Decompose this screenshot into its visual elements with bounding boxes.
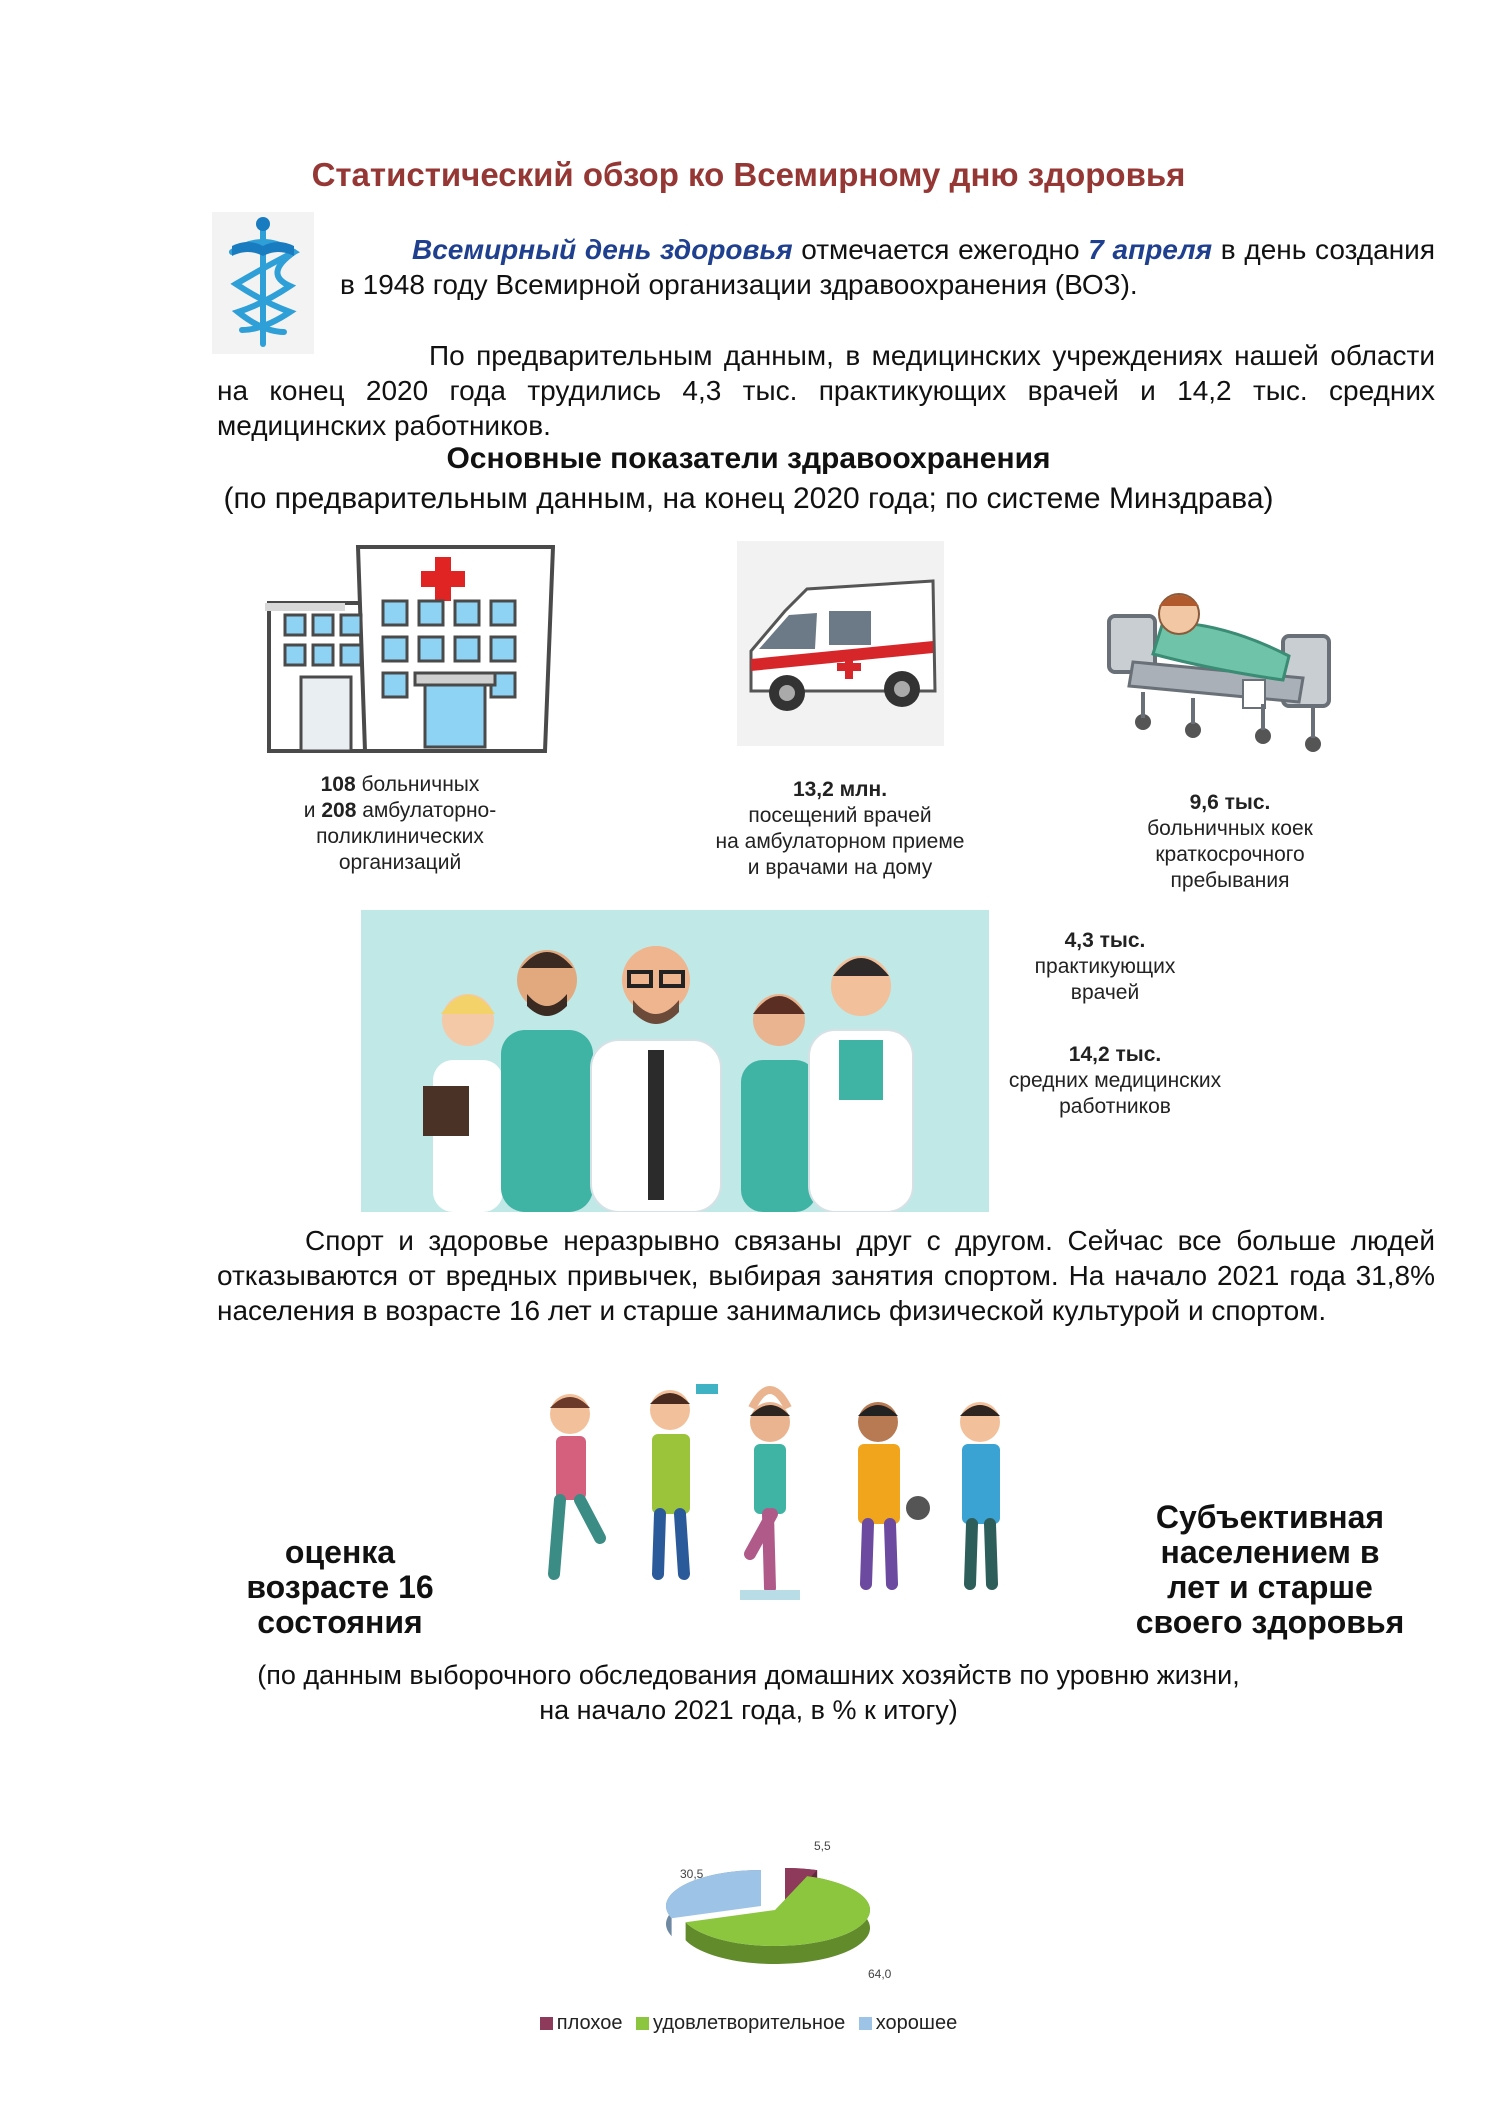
legend-item-poor <box>540 2012 623 2034</box>
intro-emphasis-holiday: Всемирный день здоровья <box>412 234 793 265</box>
section-subheading: (по предварительным данным, на конец 2020 года; по системе Минздрава) <box>223 482 1274 515</box>
chart-legend <box>0 2012 1497 2035</box>
stat-nurses <box>990 1042 1240 1120</box>
health-title-right-4: своего здоровья <box>1135 1604 1405 1640</box>
survey-note <box>0 1658 1497 1728</box>
health-title-left-1: оценка <box>284 1534 396 1570</box>
pie-label-0: 5,5 <box>814 1840 831 1853</box>
legend-label-satisfactory: удовлетворительное <box>653 2012 846 2034</box>
stat-doctors-count: 4,3 тыс. <box>1064 929 1146 952</box>
legend-item-good <box>859 2012 957 2034</box>
stat-doctors-label-1: практикующих <box>1034 955 1176 978</box>
stat-hospitals <box>255 772 545 876</box>
health-title-right-1: Субъективная <box>1155 1499 1385 1535</box>
stat-doctors-label-2: врачей <box>1070 981 1140 1004</box>
pie-chart-svg <box>600 1840 940 1990</box>
medical-staff-illustration <box>361 910 989 1212</box>
stat-visits-label-1: посещений врачей <box>748 804 932 827</box>
section-heading: Основные показатели здравоохранения <box>446 442 1051 475</box>
legend-item-satisfactory <box>636 2012 845 2034</box>
staff-paragraph: По предварительным данным, в медицинских учреждениях нашей области на конец 2020 года трудились 4,3 тыс. практикующих врачей и 14,2 тыс. средних медицинских работников. <box>217 340 1435 441</box>
exercise-people-illustration <box>520 1378 1060 1618</box>
stat-visits-count: 13,2 млн. <box>792 778 888 801</box>
stat-clinics-label-3: организаций <box>338 851 462 874</box>
stat-clinics-label-2: поликлинических <box>316 825 484 848</box>
stat-visits <box>685 777 995 881</box>
stat-nurses-label-2: работников <box>1059 1095 1171 1118</box>
intro-text-1: отмечается ежегодно <box>792 234 1089 265</box>
hospital-illustration <box>265 545 555 755</box>
intro-emphasis-date: 7 апреля <box>1088 234 1213 265</box>
caduceus-logo <box>212 212 314 354</box>
legend-swatch-good <box>859 2017 872 2030</box>
sport-paragraph: Спорт и здоровье неразрывно связаны друг с другом. Сейчас все больше людей отказываются от вредных привычек, выбирая занятия спортом. На начало 2021 года 31,8% населения в возрасте 16 лет и старше занимались физической культурой и спортом. <box>217 1225 1435 1326</box>
stat-clinics-count: 208 <box>321 799 357 822</box>
pie-label-2: 30,5 <box>680 1867 704 1881</box>
health-title-right-2: населением в <box>1160 1534 1380 1570</box>
legend-label-poor: плохое <box>556 2012 623 2034</box>
stat-hospitals-count: 108 <box>320 773 356 796</box>
survey-note-line-2: на начало 2021 года, в % к итогу) <box>539 1695 958 1725</box>
legend-swatch-satisfactory <box>636 2017 649 2030</box>
health-title-left-2: возрасте 16 <box>246 1569 434 1605</box>
survey-note-line-1: (по данным выборочного обследования домашних хозяйств по уровню жизни, <box>257 1660 1240 1690</box>
stat-beds <box>1100 790 1360 894</box>
stat-hospitals-label: больничных <box>355 773 480 796</box>
legend-label-good: хорошее <box>875 2012 958 2034</box>
stat-beds-count: 9,6 тыс. <box>1189 791 1271 814</box>
stat-beds-label-2: краткосрочного <box>1155 843 1305 866</box>
health-title-left <box>220 1535 460 1640</box>
ambulance-illustration <box>737 541 944 746</box>
page-title: Статистический обзор ко Всемирному дню здоровья <box>311 156 1186 193</box>
stat-visits-label-2: на амбулаторном приеме <box>715 830 965 853</box>
stat-nurses-label-1: средних медицинских <box>1008 1069 1222 1092</box>
intro-paragraph <box>340 232 1435 302</box>
health-title-right <box>1110 1500 1430 1640</box>
stat-beds-label-1: больничных коек <box>1147 817 1313 840</box>
stat-clinics-prefix: и <box>303 799 322 822</box>
stat-nurses-count: 14,2 тыс. <box>1068 1043 1162 1066</box>
legend-swatch-poor <box>540 2017 553 2030</box>
health-title-right-3: лет и старше <box>1167 1569 1373 1605</box>
stat-clinics-label-1: амбулаторно- <box>356 799 497 822</box>
health-pie-chart <box>600 1840 940 1990</box>
intro-text-2: в день создания в 1948 году Всемирной организации здравоохранения (ВОЗ). <box>340 234 1435 300</box>
health-title-left-3: состояния <box>257 1604 423 1640</box>
pie-label-1: 64,0 <box>868 1967 892 1981</box>
hospital-bed-illustration <box>1103 552 1335 762</box>
stat-visits-label-3: и врачами на дому <box>747 856 933 879</box>
stat-beds-label-3: пребывания <box>1170 869 1290 892</box>
stat-doctors <box>1000 928 1210 1006</box>
